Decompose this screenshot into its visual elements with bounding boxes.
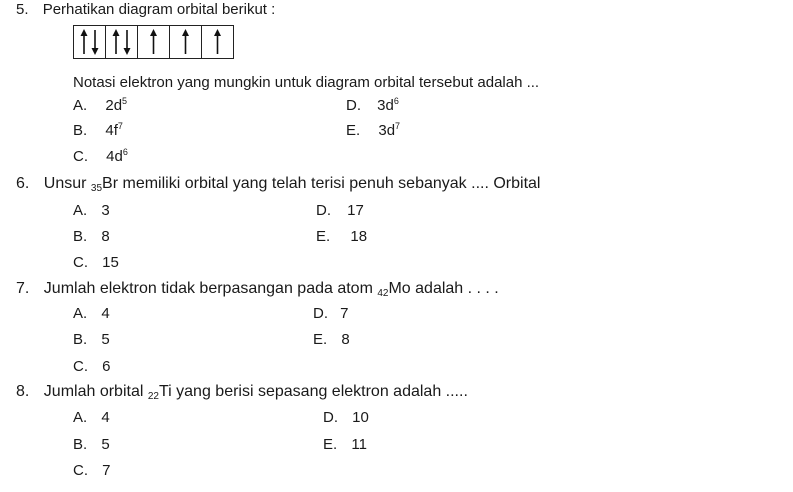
q8-option-c: C. 7 xyxy=(73,462,111,479)
q5-option-c-value: $4d^6$ xyxy=(106,147,128,165)
q8-heading xyxy=(16,383,468,401)
q5-prompt: Notasi elektron yang mungkin untuk diagram orbital tersebut adalah ... xyxy=(73,74,540,91)
q5-option-e-value: $3d^7$ xyxy=(378,121,401,139)
q5-option-b-letter: B. xyxy=(73,122,88,139)
orbital-box-2 xyxy=(105,25,137,59)
q5-option-d-value: $3d^6$ xyxy=(377,96,399,114)
q5-option-d-letter: D. xyxy=(346,97,361,114)
q6-option-c: C. 15 xyxy=(73,254,119,271)
q6-option-d: D. 17 xyxy=(316,202,364,219)
q7-option-e: E. 8 xyxy=(313,331,350,348)
q7-option-b: B. 5 xyxy=(73,331,110,348)
orbital-box-1 xyxy=(73,25,105,59)
arrow-down-icon xyxy=(124,30,131,55)
orbital-diagram xyxy=(73,25,234,59)
q5-option-a-value: $2d^5$ xyxy=(105,96,128,114)
q7-option-c: C. 6 xyxy=(73,358,111,375)
q7-number: 7. xyxy=(16,280,30,297)
orbital-box-5 xyxy=(201,25,234,59)
q8-option-a: A. 4 xyxy=(73,409,110,426)
q5-option-d xyxy=(346,97,399,114)
arrow-down-icon xyxy=(92,30,99,55)
arrow-up-icon xyxy=(113,29,120,54)
q6-number: 6. xyxy=(16,175,30,192)
q6-option-b: B. 8 xyxy=(73,228,110,245)
q6-option-a: A. 3 xyxy=(73,202,110,219)
q7-text: Jumlah elektron tidak berpasangan pada atom $_{42}$Mo adalah . . . . xyxy=(43,280,499,299)
q8-option-d: D. 10 xyxy=(323,409,369,426)
q8-option-e: E. 11 xyxy=(323,436,367,453)
orbital-box-4 xyxy=(169,25,201,59)
q5-option-b-value: $4f^7$ xyxy=(105,121,123,139)
q5-option-a xyxy=(73,97,127,114)
q8-number: 8. xyxy=(16,383,30,400)
q5-option-c-letter: C. xyxy=(73,148,88,165)
arrow-up-icon xyxy=(81,29,88,54)
q5-option-e-letter: E. xyxy=(346,122,361,139)
q5-option-a-letter: A. xyxy=(73,97,88,114)
q7-heading xyxy=(16,280,499,298)
q8-text: Jumlah orbital $_{22}$Ti yang berisi sepasang elektron adalah ..... xyxy=(43,383,468,402)
q5-title: Perhatikan diagram orbital berikut : xyxy=(42,1,276,18)
q5-option-b xyxy=(73,122,123,139)
q6-heading xyxy=(16,175,540,193)
q7-option-d: D. 7 xyxy=(313,305,349,322)
q5-option-e xyxy=(346,122,400,139)
q5-heading xyxy=(16,1,275,18)
q6-text: Unsur $_{35}$Br memiliki orbital yang telah terisi penuh sebanyak .... Orbital xyxy=(43,175,541,194)
q6-option-e: E. 18 xyxy=(316,228,368,245)
q5-number: 5. xyxy=(16,1,29,18)
q8-option-b: B. 5 xyxy=(73,436,110,453)
orbital-box-3 xyxy=(137,25,169,59)
arrow-up-icon xyxy=(182,29,189,54)
arrow-up-icon xyxy=(214,29,221,54)
q5-option-c xyxy=(73,148,128,165)
arrow-up-icon xyxy=(150,29,157,54)
q7-option-a: A. 4 xyxy=(73,305,110,322)
cut-off-next-line xyxy=(60,486,700,492)
